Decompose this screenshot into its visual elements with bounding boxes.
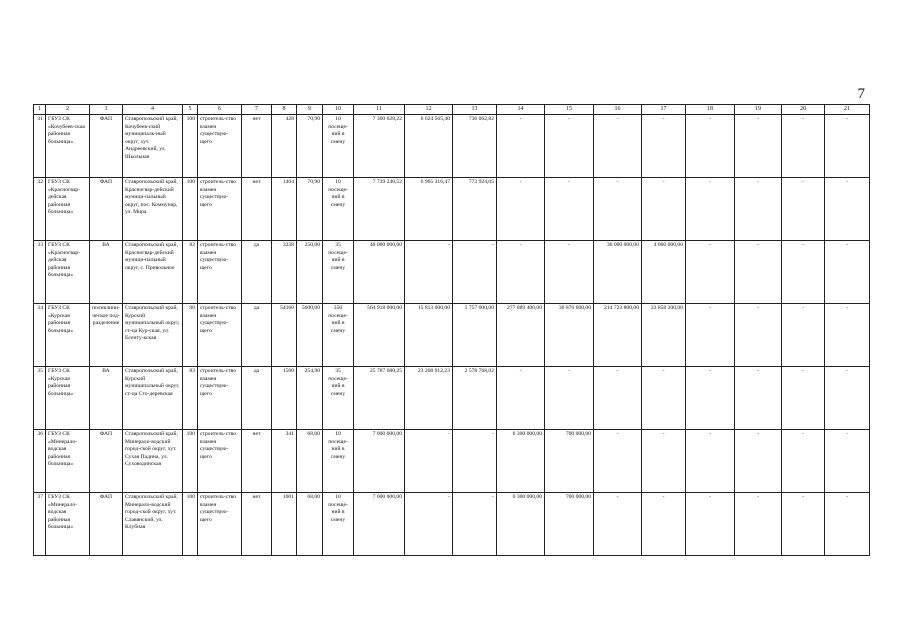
column-header-1: 1 (34, 105, 46, 115)
cell-type: ФАП (90, 493, 123, 556)
cell-c15: - (545, 115, 594, 178)
cell-c16: 36 000 000,00 (594, 241, 642, 304)
cell-num: 37 (34, 493, 46, 556)
cell-c15: - (545, 178, 594, 241)
cell-c5: 100 (183, 493, 198, 556)
column-header-15: 15 (545, 105, 594, 115)
cell-org: ГБУЗ СК «Курская районная больница» (46, 367, 90, 430)
cell-c9: 254,90 (297, 367, 323, 430)
cell-org: ГБУЗ СК «Минерало-водская районная больница» (46, 493, 90, 556)
page-number: 7 (857, 86, 865, 102)
column-header-3: 3 (90, 105, 123, 115)
cell-c19: - (735, 430, 782, 493)
cell-address: Ставропольский край, Красногвар-дейский муници-пальный округ, с. Привольное (123, 241, 183, 304)
cell-org: ГБУЗ СК «Красногвар-дейская районная больница» (46, 241, 90, 304)
table-row (34, 178, 870, 241)
cell-c9: 250,00 (297, 241, 323, 304)
column-header-14: 14 (497, 105, 545, 115)
cell-c5: 100 (183, 430, 198, 493)
cell-c18: - (686, 430, 735, 493)
column-header-9: 9 (297, 105, 323, 115)
cell-c17: - (642, 493, 686, 556)
cell-work: строитель-ство взамен существую-щего (198, 493, 242, 556)
cell-type: поликлини-ческое под-разделение (90, 304, 123, 367)
table-row (34, 367, 870, 430)
column-header-5: 5 (183, 105, 198, 115)
cell-c16: - (594, 430, 642, 493)
cell-c11: 40 000 000,00 (354, 241, 405, 304)
cell-c8: 3338 (272, 241, 297, 304)
cell-c5: 100 (183, 115, 198, 178)
cell-work: строитель-ство взамен существую-щего (198, 178, 242, 241)
cell-c8: 1560 (272, 367, 297, 430)
column-header-8: 8 (272, 105, 297, 115)
cell-c12: - (405, 493, 453, 556)
column-header-18: 18 (686, 105, 735, 115)
cell-c21: - (825, 241, 870, 304)
cell-c9: 70,90 (297, 178, 323, 241)
column-header-10: 10 (323, 105, 354, 115)
cell-c20: - (782, 493, 825, 556)
cell-c12: - (405, 241, 453, 304)
cell-c21: - (825, 493, 870, 556)
cell-num: 35 (34, 367, 46, 430)
cell-c7: да (242, 367, 272, 430)
cell-c8: 1001 (272, 493, 297, 556)
cell-org: ГБУЗ СК «Курская районная больница» (46, 304, 90, 367)
cell-c7: да (242, 304, 272, 367)
cell-c20: - (782, 115, 825, 178)
cell-c10: 10 посеще-ний в смену (323, 178, 354, 241)
cell-address: Ставропольский край, Минерало-водский город-ской округ, хут. Сухая Падина, ул. Суховодинская (123, 430, 183, 493)
cell-c21: - (825, 367, 870, 430)
cell-c16: - (594, 115, 642, 178)
cell-c11: 7 000 000,00 (354, 493, 405, 556)
cell-c21: - (825, 178, 870, 241)
cell-c11: 7 360 628,22 (354, 115, 405, 178)
cell-c9: 68,00 (297, 430, 323, 493)
cell-c14: 277 889 400,00 (497, 304, 545, 367)
column-header-7: 7 (242, 105, 272, 115)
cell-c11: 7 739 240,52 (354, 178, 405, 241)
cell-work: строитель-ство взамен существую-щего (198, 367, 242, 430)
column-header-13: 13 (453, 105, 497, 115)
cell-work: строитель-ство взамен существую-щего (198, 241, 242, 304)
cell-c8: 54160 (272, 304, 297, 367)
cell-c21: - (825, 304, 870, 367)
cell-c14: - (497, 178, 545, 241)
cell-type: ВА (90, 367, 123, 430)
cell-c20: - (782, 241, 825, 304)
cell-c19: - (735, 241, 782, 304)
cell-c11: 7 000 000,00 (354, 430, 405, 493)
cell-type: ФАП (90, 178, 123, 241)
cell-num: 34 (34, 304, 46, 367)
cell-address: Ставропольский край, Минерало-водский город-ской округ, хут. Славянский, ул. Клубная (123, 493, 183, 556)
cell-c7: нет (242, 430, 272, 493)
cell-c12: 15 813 000,00 (405, 304, 453, 367)
cell-c16: - (594, 178, 642, 241)
cell-c19: - (735, 115, 782, 178)
table-body (34, 115, 870, 556)
cell-c18: - (686, 304, 735, 367)
cell-c5: 100 (183, 178, 198, 241)
cell-org: ГБУЗ СК «Красногвар-дейская районная больница» (46, 178, 90, 241)
cell-c5: 82 (183, 241, 198, 304)
cell-type: ФАП (90, 115, 123, 178)
cell-org: ГБУЗ СК «Кочубеев-ская районная больница» (46, 115, 90, 178)
cell-c17: 23 858 200,00 (642, 304, 686, 367)
cell-c10: 10 посеще-ний в смену (323, 430, 354, 493)
cell-c8: 341 (272, 430, 297, 493)
column-header-11: 11 (354, 105, 405, 115)
column-header-20: 20 (782, 105, 825, 115)
cell-c19: - (735, 304, 782, 367)
cell-c11: 25 787 680,25 (354, 367, 405, 430)
cell-c20: - (782, 304, 825, 367)
cell-c16: - (594, 367, 642, 430)
column-header-2: 2 (46, 105, 90, 115)
cell-c20: - (782, 178, 825, 241)
cell-c10: 10 посеще-ний в смену (323, 115, 354, 178)
cell-num: 33 (34, 241, 46, 304)
cell-num: 32 (34, 178, 46, 241)
facilities-table (33, 104, 870, 556)
cell-address: Ставропольский край, Курский муниципальный округ, ст-ца Кур-ская, ул. Есенту-кская (123, 304, 183, 367)
cell-c11: 564 918 000,00 (354, 304, 405, 367)
cell-work: строитель-ство взамен существую-щего (198, 304, 242, 367)
cell-c7: да (242, 241, 272, 304)
cell-c17: - (642, 430, 686, 493)
cell-c12: 23 208 912,23 (405, 367, 453, 430)
cell-c17: - (642, 367, 686, 430)
cell-c15: 30 876 600,00 (545, 304, 594, 367)
column-header-19: 19 (735, 105, 782, 115)
cell-c14: - (497, 115, 545, 178)
cell-c15: 700 000,00 (545, 430, 594, 493)
column-header-16: 16 (594, 105, 642, 115)
cell-num: 36 (34, 430, 46, 493)
cell-c15: - (545, 367, 594, 430)
cell-c20: - (782, 367, 825, 430)
cell-address: Ставропольский край, Красногвар-дейский муници-пальный округ, пос. Коммунар, ул. Мира (123, 178, 183, 241)
cell-c16: 214 723 800,00 (594, 304, 642, 367)
cell-c20: - (782, 430, 825, 493)
cell-c12: 6 624 565,40 (405, 115, 453, 178)
cell-c15: - (545, 241, 594, 304)
cell-c19: - (735, 493, 782, 556)
cell-c13: 773 924,05 (453, 178, 497, 241)
cell-c13: - (453, 493, 497, 556)
cell-c10: 10 посеще-ний в смену (323, 493, 354, 556)
cell-c18: - (686, 178, 735, 241)
table-row (34, 241, 870, 304)
cell-c5: 83 (183, 367, 198, 430)
column-header-21: 21 (825, 105, 870, 115)
cell-c13: - (453, 430, 497, 493)
cell-num: 31 (34, 115, 46, 178)
cell-c9: 68,00 (297, 493, 323, 556)
header-row (34, 105, 870, 115)
cell-address: Ставропольский край, Кочубеев-ский муниципаль-ный округ, хут. Андреевский, ул. Школьная (123, 115, 183, 178)
cell-c9: 5600,00 (297, 304, 323, 367)
cell-c17: - (642, 115, 686, 178)
cell-c5: 90 (183, 304, 198, 367)
cell-c18: - (686, 493, 735, 556)
cell-c14: - (497, 241, 545, 304)
cell-c12: 6 965 316,47 (405, 178, 453, 241)
cell-c9: 70,90 (297, 115, 323, 178)
cell-c14: - (497, 367, 545, 430)
cell-c19: - (735, 178, 782, 241)
column-header-12: 12 (405, 105, 453, 115)
cell-c13: 2 578 768,02 (453, 367, 497, 430)
cell-c13: 1 757 000,00 (453, 304, 497, 367)
cell-c14: 6 300 000,00 (497, 493, 545, 556)
cell-address: Ставропольский край, Курский муниципальный округ, ст-ца Сто-деревская (123, 367, 183, 430)
cell-c21: - (825, 115, 870, 178)
column-header-4: 4 (123, 105, 183, 115)
cell-c13: - (453, 241, 497, 304)
cell-org: ГБУЗ СК «Минерало-водская районная больница» (46, 430, 90, 493)
cell-c13: 736 062,82 (453, 115, 497, 178)
cell-c7: нет (242, 178, 272, 241)
cell-c17: 4 000 000,00 (642, 241, 686, 304)
cell-c14: 6 300 000,00 (497, 430, 545, 493)
cell-c12: - (405, 430, 453, 493)
cell-c18: - (686, 241, 735, 304)
cell-c7: нет (242, 115, 272, 178)
table-row (34, 493, 870, 556)
cell-work: строитель-ство взамен существую-щего (198, 430, 242, 493)
cell-c10: 35 посеще-ний в смену (323, 241, 354, 304)
column-header-17: 17 (642, 105, 686, 115)
cell-c16: - (594, 493, 642, 556)
cell-c8: 428 (272, 115, 297, 178)
cell-work: строитель-ство взамен существую-щего (198, 115, 242, 178)
table-row (34, 430, 870, 493)
table-row (34, 304, 870, 367)
cell-c8: 1464 (272, 178, 297, 241)
cell-c7: нет (242, 493, 272, 556)
table-row (34, 115, 870, 178)
column-header-6: 6 (198, 105, 242, 115)
cell-c10: 35 посеще-ний в смену (323, 367, 354, 430)
cell-c18: - (686, 115, 735, 178)
cell-c15: 700 000,00 (545, 493, 594, 556)
cell-c19: - (735, 367, 782, 430)
cell-c21: - (825, 430, 870, 493)
cell-type: ВА (90, 241, 123, 304)
cell-c17: - (642, 178, 686, 241)
cell-type: ФАП (90, 430, 123, 493)
cell-c10: 350 посеще-ний в смену (323, 304, 354, 367)
cell-c18: - (686, 367, 735, 430)
